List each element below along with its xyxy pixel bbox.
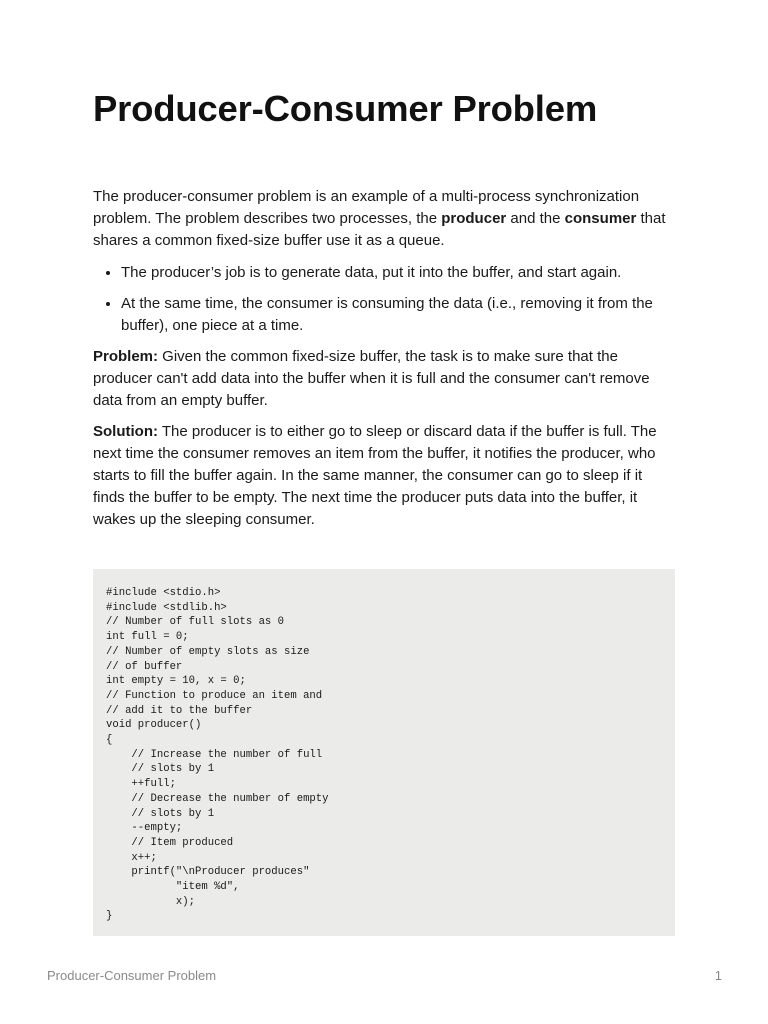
term-consumer: consumer — [564, 210, 637, 227]
footer-title: Producer-Consumer Problem — [47, 968, 217, 983]
problem-text: Given the common fixed-size buffer, the task is to make sure that the producer can't add data into the buffer when it is full and the consumer can't remove data from an empty buffer. — [93, 348, 650, 409]
intro-text-middle: and the — [506, 210, 565, 227]
problem-label: Problem: — [93, 348, 159, 365]
body-text — [93, 186, 675, 540]
code-block — [93, 569, 675, 936]
bullet-item: • The producer’s job is to generate data, put it into the buffer, and start again. — [121, 262, 675, 284]
term-producer: producer — [441, 210, 507, 227]
bullet-item: • At the same time, the consumer is consuming the data (i.e., removing it from the buffer), one piece at a time. — [121, 293, 675, 337]
page-number: 1 — [714, 968, 722, 983]
solution-label: Solution: — [93, 423, 158, 440]
problem-paragraph — [93, 346, 675, 412]
code-listing: #include <stdio.h> #include <stdlib.h> // Number of full slots as 0 int full = 0; // Number of empty slots as size // of buffer int empty = 10, x = 0; // Function to produce an item and // add it to the buffer void producer() { // Increase the number of full // slots by 1 ++full; // Decrease the number of empty // slots by 1 --empty; // Item produced x++; printf("\nProducer produces" "item %d", x); } — [106, 587, 329, 923]
page-title: Producer-Consumer Problem — [93, 88, 598, 129]
intro-text-start: The producer-consumer problem is an example of a multi-process synchronization problem. The problem describes two processes, the — [93, 188, 640, 227]
intro-text-end: that shares a common fixed-size buffer use it as a queue. — [93, 210, 666, 249]
intro-paragraph — [93, 186, 675, 252]
solution-paragraph — [93, 421, 675, 531]
bullet-list — [93, 262, 675, 337]
solution-text: The producer is to either go to sleep or discard data if the buffer is full. The next time the consumer removes an item from the buffer, it notifies the producer, who starts to fill the buffer again. In the same manner, the consumer can go to sleep if it finds the buffer to be empty. The next time the producer puts data into the buffer, it wakes up the sleeping consumer. — [93, 423, 657, 528]
